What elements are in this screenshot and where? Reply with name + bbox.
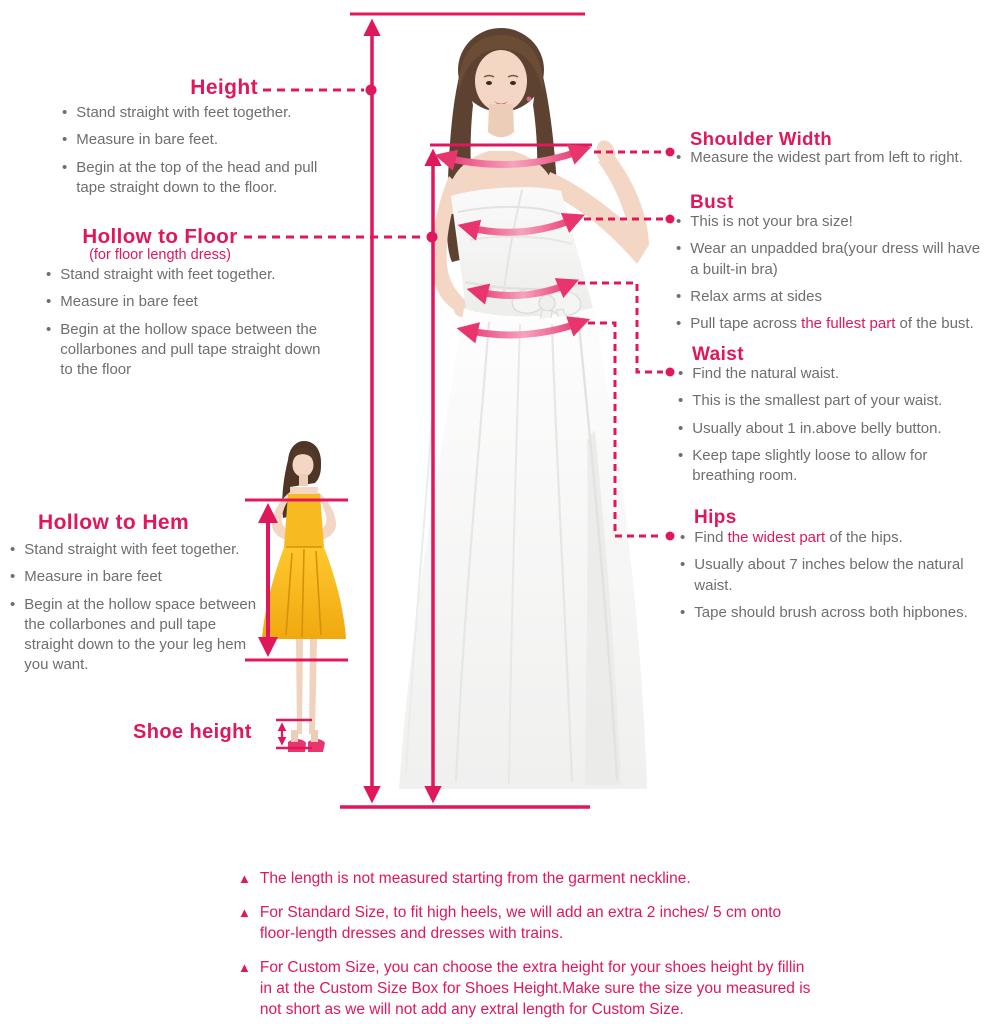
- list-item: [678, 391, 970, 411]
- footnote-text: For Custom Size, you can choose the extra height for your shoes height by fillin in at the Custom Size Box for Shoes Height.Make sure the size you measured is not short as we will not add any extral length for Custom Size.: [259, 958, 811, 1018]
- bullet-icon: •: [62, 158, 68, 176]
- footnote: [238, 958, 820, 1021]
- triangle-icon: ▲: [238, 871, 251, 886]
- hollow-to-floor-bullets: [46, 265, 326, 387]
- shoulder-width-bullets: [676, 148, 991, 175]
- bullet-text: This is the smallest part of your waist.: [692, 392, 943, 410]
- bullet-icon: •: [10, 541, 16, 558]
- list-item: [676, 314, 986, 334]
- bullet-text: Tape should brush across both hipbones.: [694, 603, 968, 621]
- list-item: [678, 364, 970, 384]
- list-item: [676, 287, 986, 307]
- bullet-icon: •: [46, 320, 52, 338]
- hollow-to-floor-title: Hollow to Floor: [82, 225, 238, 248]
- list-item: [680, 555, 982, 596]
- list-item: [62, 130, 347, 150]
- bullet-icon: •: [676, 287, 682, 305]
- bullet-text: Stand straight with feet together.: [24, 541, 240, 558]
- bullet-text: Measure in bare feet.: [76, 131, 219, 149]
- model-white-dress: [399, 28, 649, 789]
- list-item: [46, 265, 326, 285]
- hips-bullets: [680, 528, 982, 630]
- bullet-text: Begin at the hollow space between the collarbones and pull tape straight down to the floor: [60, 320, 321, 378]
- bullet-icon: •: [680, 603, 686, 621]
- footnote: [238, 903, 820, 945]
- waist-title: Waist: [692, 344, 744, 365]
- bullet-text: Keep tape slightly loose to allow for breathing room.: [692, 446, 928, 484]
- bullet-text: Stand straight with feet together.: [60, 266, 276, 283]
- list-item: [46, 292, 326, 312]
- list-item: [680, 603, 982, 623]
- list-item: [680, 528, 982, 548]
- hollow-to-hem-bullets: [10, 540, 262, 683]
- shoe-height-title: Shoe height: [133, 721, 252, 743]
- bullet-text: Pull tape across the fullest part of the bust.: [690, 315, 974, 332]
- bullet-icon: •: [676, 315, 682, 332]
- bullet-icon: •: [62, 104, 68, 121]
- bullet-text: Measure in bare feet: [60, 293, 198, 311]
- triangle-icon: ▲: [238, 959, 251, 975]
- hollow-to-hem-title: Hollow to Hem: [38, 511, 190, 534]
- list-item: [62, 158, 347, 199]
- bullet-icon: •: [676, 240, 682, 258]
- bullet-text: Usually about 1 in.above belly button.: [692, 419, 942, 437]
- bust-title: Bust: [690, 192, 734, 213]
- bullet-icon: •: [46, 266, 52, 283]
- bullet-icon: •: [678, 446, 684, 464]
- bullet-icon: •: [676, 213, 682, 230]
- hollow-to-floor-subtitle: (for floor length dress): [89, 247, 231, 263]
- bullet-text: Find the widest part of the hips.: [694, 529, 903, 546]
- bullet-icon: •: [680, 556, 686, 574]
- bullet-icon: •: [62, 131, 68, 149]
- bullet-text: Begin at the hollow space between the collarbones and pull tape straight down to the your leg hem you want.: [24, 595, 257, 674]
- bullet-text: Measure the widest part from left to right.: [690, 149, 963, 166]
- list-item: [676, 239, 986, 280]
- height-bullets: [62, 103, 347, 205]
- waist-bullets: [678, 364, 970, 493]
- triangle-icon: ▲: [238, 904, 251, 920]
- footnotes: [238, 869, 820, 1024]
- bullet-icon: •: [46, 293, 52, 311]
- hips-title: Hips: [694, 507, 737, 528]
- list-item: [10, 567, 262, 587]
- list-item: [10, 540, 262, 560]
- bullet-text: Begin at the top of the head and pull tape straight down to the floor.: [76, 158, 318, 196]
- bullet-text: This is not your bra size!: [690, 213, 853, 230]
- list-item: [676, 148, 991, 168]
- bullet-text: Find the natural waist.: [692, 365, 840, 382]
- model-yellow-dress: [262, 441, 346, 752]
- list-item: [678, 446, 970, 487]
- list-item: [46, 320, 326, 381]
- bullet-icon: •: [678, 419, 684, 437]
- list-item: [62, 103, 347, 123]
- shoulder-width-title: Shoulder Width: [690, 128, 833, 149]
- bullet-icon: •: [10, 595, 16, 613]
- list-item: [676, 212, 986, 232]
- bullet-icon: •: [678, 392, 684, 410]
- bullet-text: Usually about 7 inches below the natural waist.: [694, 556, 964, 594]
- bullet-icon: •: [10, 568, 16, 586]
- bullet-icon: •: [680, 529, 686, 546]
- highlight-text: the widest part: [727, 529, 826, 546]
- list-item: [678, 419, 970, 439]
- list-item: [10, 595, 262, 676]
- bullet-icon: •: [678, 365, 684, 382]
- bullet-text: Relax arms at sides: [690, 287, 822, 305]
- bullet-text: Measure in bare feet: [24, 568, 162, 586]
- bullet-text: Wear an unpadded bra(your dress will have a built-in bra): [690, 240, 981, 278]
- footnote-text: The length is not measured starting from the garment neckline.: [259, 870, 691, 887]
- height-title: Height: [190, 76, 258, 99]
- highlight-text: the fullest part: [801, 315, 896, 332]
- bullet-icon: •: [676, 149, 682, 166]
- footnote-text: For Standard Size, to fit high heels, we will add an extra 2 inches/ 5 cm onto floor-length dresses and dresses with trains.: [259, 903, 782, 942]
- footnote: [238, 869, 820, 890]
- bullet-text: Stand straight with feet together.: [76, 104, 292, 121]
- bust-bullets: [676, 212, 986, 341]
